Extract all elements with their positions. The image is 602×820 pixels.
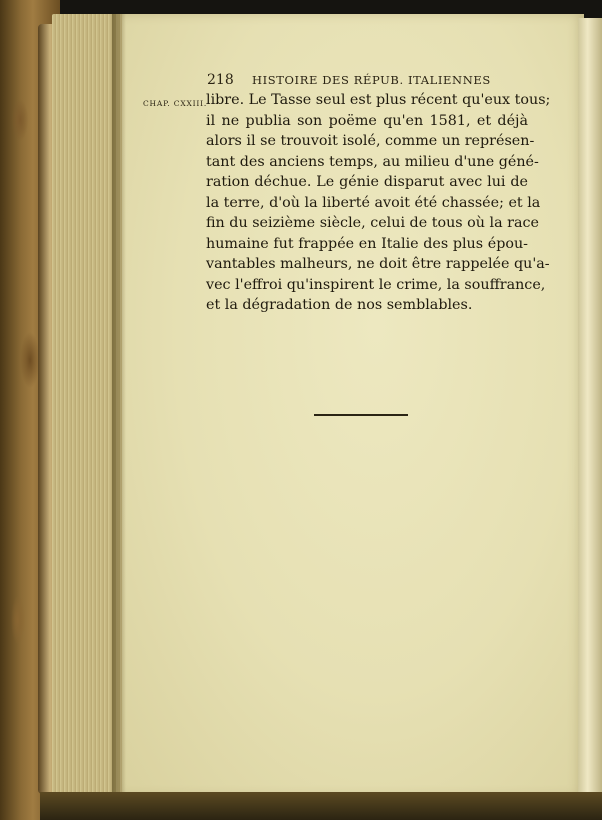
text-line: et la dégradation de nos semblables. (206, 297, 473, 313)
text-line: tant des anciens temps, au milieu d'une géné- (206, 153, 539, 170)
text-line: ration déchue. Le génie disparut avec lui de (206, 174, 528, 190)
gutter-shadow (112, 14, 126, 798)
chapter-margin-note: CHAP. CXXIII. (143, 99, 208, 108)
text-line: la terre, d'où la liberté avoit été chassée; et la (206, 194, 541, 211)
text-line: il ne publia son poëme qu'en 1581, et déjà (206, 112, 528, 129)
text-line: alors il se trouvoit isolé, comme un représen- (206, 133, 535, 149)
section-divider-rule (314, 414, 408, 416)
text-line: humaine fut frappée en Italie des plus épou- (206, 235, 528, 252)
text-line: vantables malheurs, ne doit être rappelée qu'a- (206, 256, 550, 272)
page-number: 218 (207, 72, 234, 88)
text-line: fin du seizième siècle, celui de tous où la race (206, 215, 539, 231)
running-header (207, 72, 491, 88)
text-line: vec l'effroi qu'inspirent le crime, la souffrance, (206, 276, 546, 293)
text-line: libre. Le Tasse seul est plus récent qu'eux tous; (206, 92, 551, 108)
running-title: HISTOIRE DES RÉPUB. ITALIENNES (252, 73, 491, 87)
body-paragraph (206, 90, 551, 316)
page-right-edge (578, 18, 602, 794)
bottom-edge (40, 792, 602, 820)
